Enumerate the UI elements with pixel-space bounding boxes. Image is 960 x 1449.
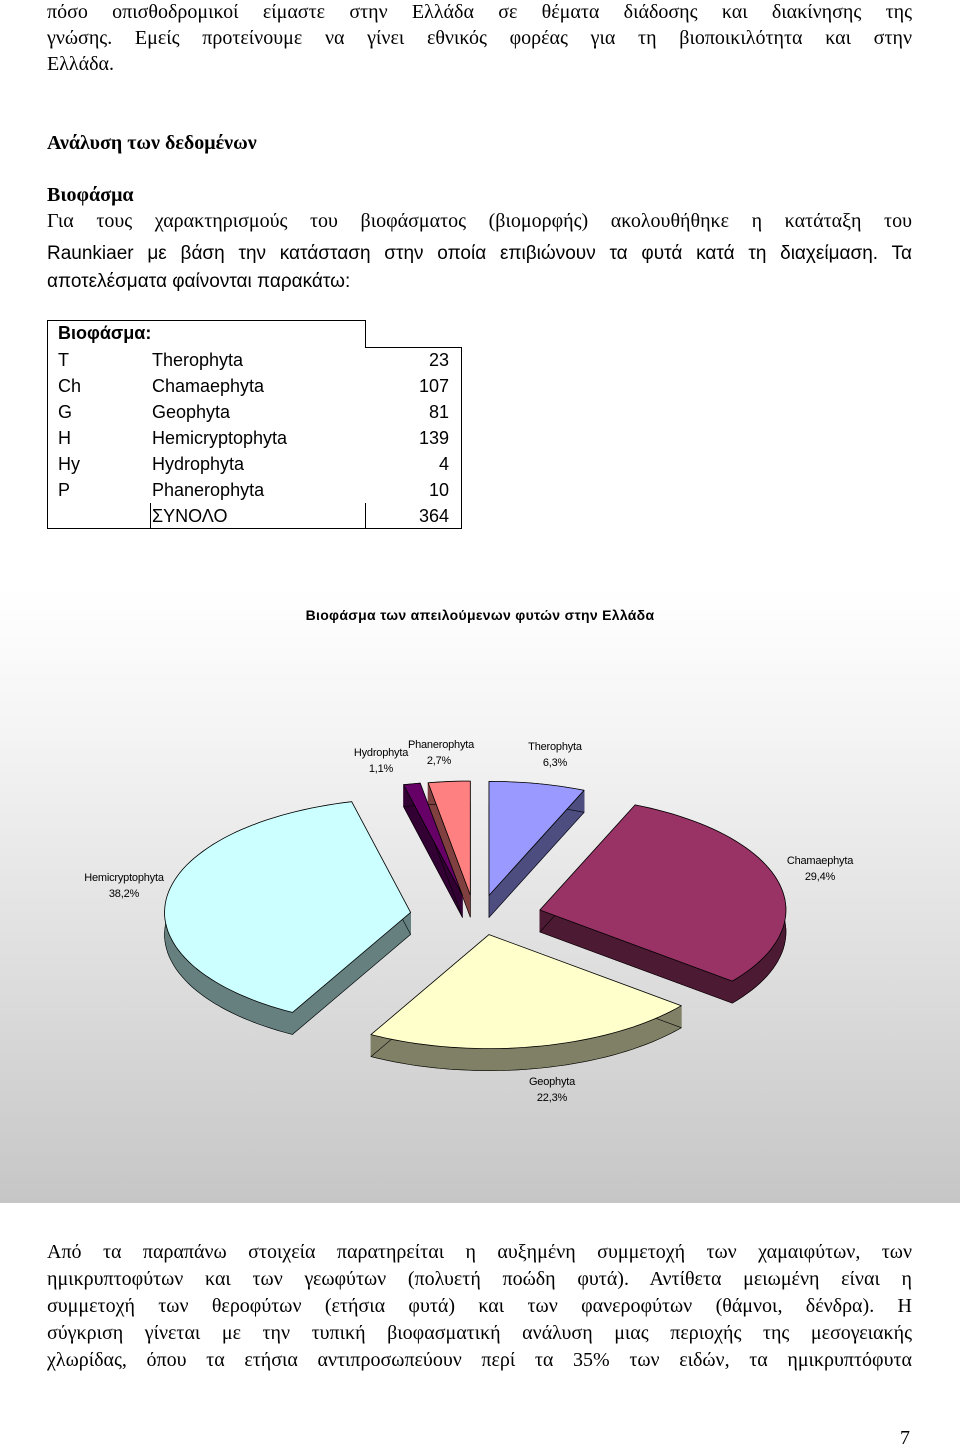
data-label-chamaephyta-name: Chamaephyta (786, 855, 854, 867)
method-line-1: Για τους χαρακτηρισμούς του βιοφάσματος (βιομορφής) ακολουθήθηκε η κατάταξη του (47, 210, 912, 232)
chart-title: Βιοφάσμα των απειλούμενων φυτών στην Ελλάδα (305, 607, 655, 623)
conclusion-line-3: συμμετοχή των θεροφύτων (ετήσια φυτά) και των φανεροφύτων (θάμνοι, δένδρα). Η (47, 1295, 912, 1317)
conclusion-line-1: Από τα παραπάνω στοιχεία παρατηρείται η αυξημένη συμμετοχή των χαμαιφύτων, των (47, 1241, 912, 1263)
table-cell-count: 10 (428, 480, 449, 500)
table-cell-code: H (58, 428, 71, 448)
data-label-hydrophyta-name: Hydrophyta (353, 747, 409, 759)
data-label-hemicryptophyta-name: Hemicryptophyta (84, 872, 164, 884)
table-cell-name: Geophyta (152, 402, 231, 422)
intro-line-1: πόσο οπισθοδρομικοί είμαστε στην Ελλάδα σε θέματα διάδοσης και διακίνησης της (47, 1, 912, 23)
table-cell-count: 107 (418, 376, 449, 396)
table-cell-code: Ch (58, 376, 82, 396)
pie-slice-chamaephyta (540, 805, 786, 981)
table-cell-code: T (58, 350, 69, 370)
table-cell-count: 139 (418, 428, 449, 448)
intro-line-2: γνώσης. Εμείς προτείνουμε να γίνει εθνικός φορέας για τη βιοποικιλότητα και στην (47, 27, 912, 49)
data-label-hydrophyta-value: 1,1% (368, 763, 394, 775)
table-border-left (47, 320, 48, 529)
table-total-divider-1 (150, 503, 151, 529)
conclusion-line-4: σύγκριση γίνεται με την τυπική βιοφασματική ανάλυση μιας περιοχής της μεσογειακής (47, 1322, 912, 1344)
data-label-chamaephyta (750, 853, 890, 885)
table-cell-name: Therophyta (152, 350, 244, 370)
table-header: Βιοφάσμα: (58, 323, 152, 343)
table-cell-count: 23 (428, 350, 449, 370)
data-label-geophyta (482, 1074, 622, 1106)
data-label-therophyta-value: 6,3% (542, 757, 568, 769)
subsection-heading: Βιοφάσμα (47, 184, 134, 206)
table-cell-name: Hydrophyta (152, 454, 245, 474)
data-label-geophyta-name: Geophyta (528, 1076, 576, 1088)
data-label-chamaephyta-value: 29,4% (804, 871, 836, 883)
section-heading: Ανάλυση των δεδομένων (47, 132, 257, 154)
table-total-label: ΣΥΝΟΛΟ (152, 506, 228, 526)
table-cell-code: Hy (58, 454, 80, 474)
table-border-header-right (365, 320, 366, 348)
table-cell-count: 4 (438, 454, 449, 474)
data-label-hemicryptophyta-value: 38,2% (108, 888, 140, 900)
data-label-phanerophyta-name: Phanerophyta (407, 739, 475, 751)
intro-line-3: Ελλάδα. (47, 53, 114, 75)
table-total-count: 364 (418, 506, 449, 526)
data-label-hemicryptophyta (54, 870, 194, 902)
data-label-geophyta-value: 22,3% (536, 1092, 568, 1104)
table-cell-code: P (58, 480, 71, 500)
table-cell-count: 81 (428, 402, 449, 422)
table-cell-code: G (58, 402, 73, 422)
data-label-phanerophyta (371, 737, 511, 769)
page-number: 7 (900, 1427, 910, 1449)
conclusion-line-5: χλωρίδας, όπου τα ετήσια αντιπροσωπεύουν περί τα 35% των ειδών, τα ημικρυπτόφυτα (47, 1349, 912, 1371)
pie-slice-group-hemicryptophyta (165, 802, 411, 1035)
table-border-bottom (47, 528, 462, 529)
data-label-therophyta-name: Therophyta (528, 741, 582, 753)
method-line-3: αποτελέσματα φαίνονται παρακάτω: (47, 271, 351, 292)
conclusion-line-2: ημικρυπτοφύτων και των γεωφύτων (πολυετή ποώδη φυτά). Αντίθετα μειωμένη είναι η (47, 1268, 912, 1290)
table-cell-name: Phanerophyta (152, 480, 265, 500)
data-label-phanerophyta-value: 2,7% (426, 755, 452, 767)
method-line-2: Raunkiaer με βάση την κατάσταση στην οποία επιβιώνουν τα φυτά κατά τη διαχείμαση. Τα (47, 243, 912, 264)
table-cell-name: Hemicryptophyta (152, 428, 288, 448)
table-border-right (461, 347, 462, 529)
table-cell-name: Chamaephyta (152, 376, 265, 396)
